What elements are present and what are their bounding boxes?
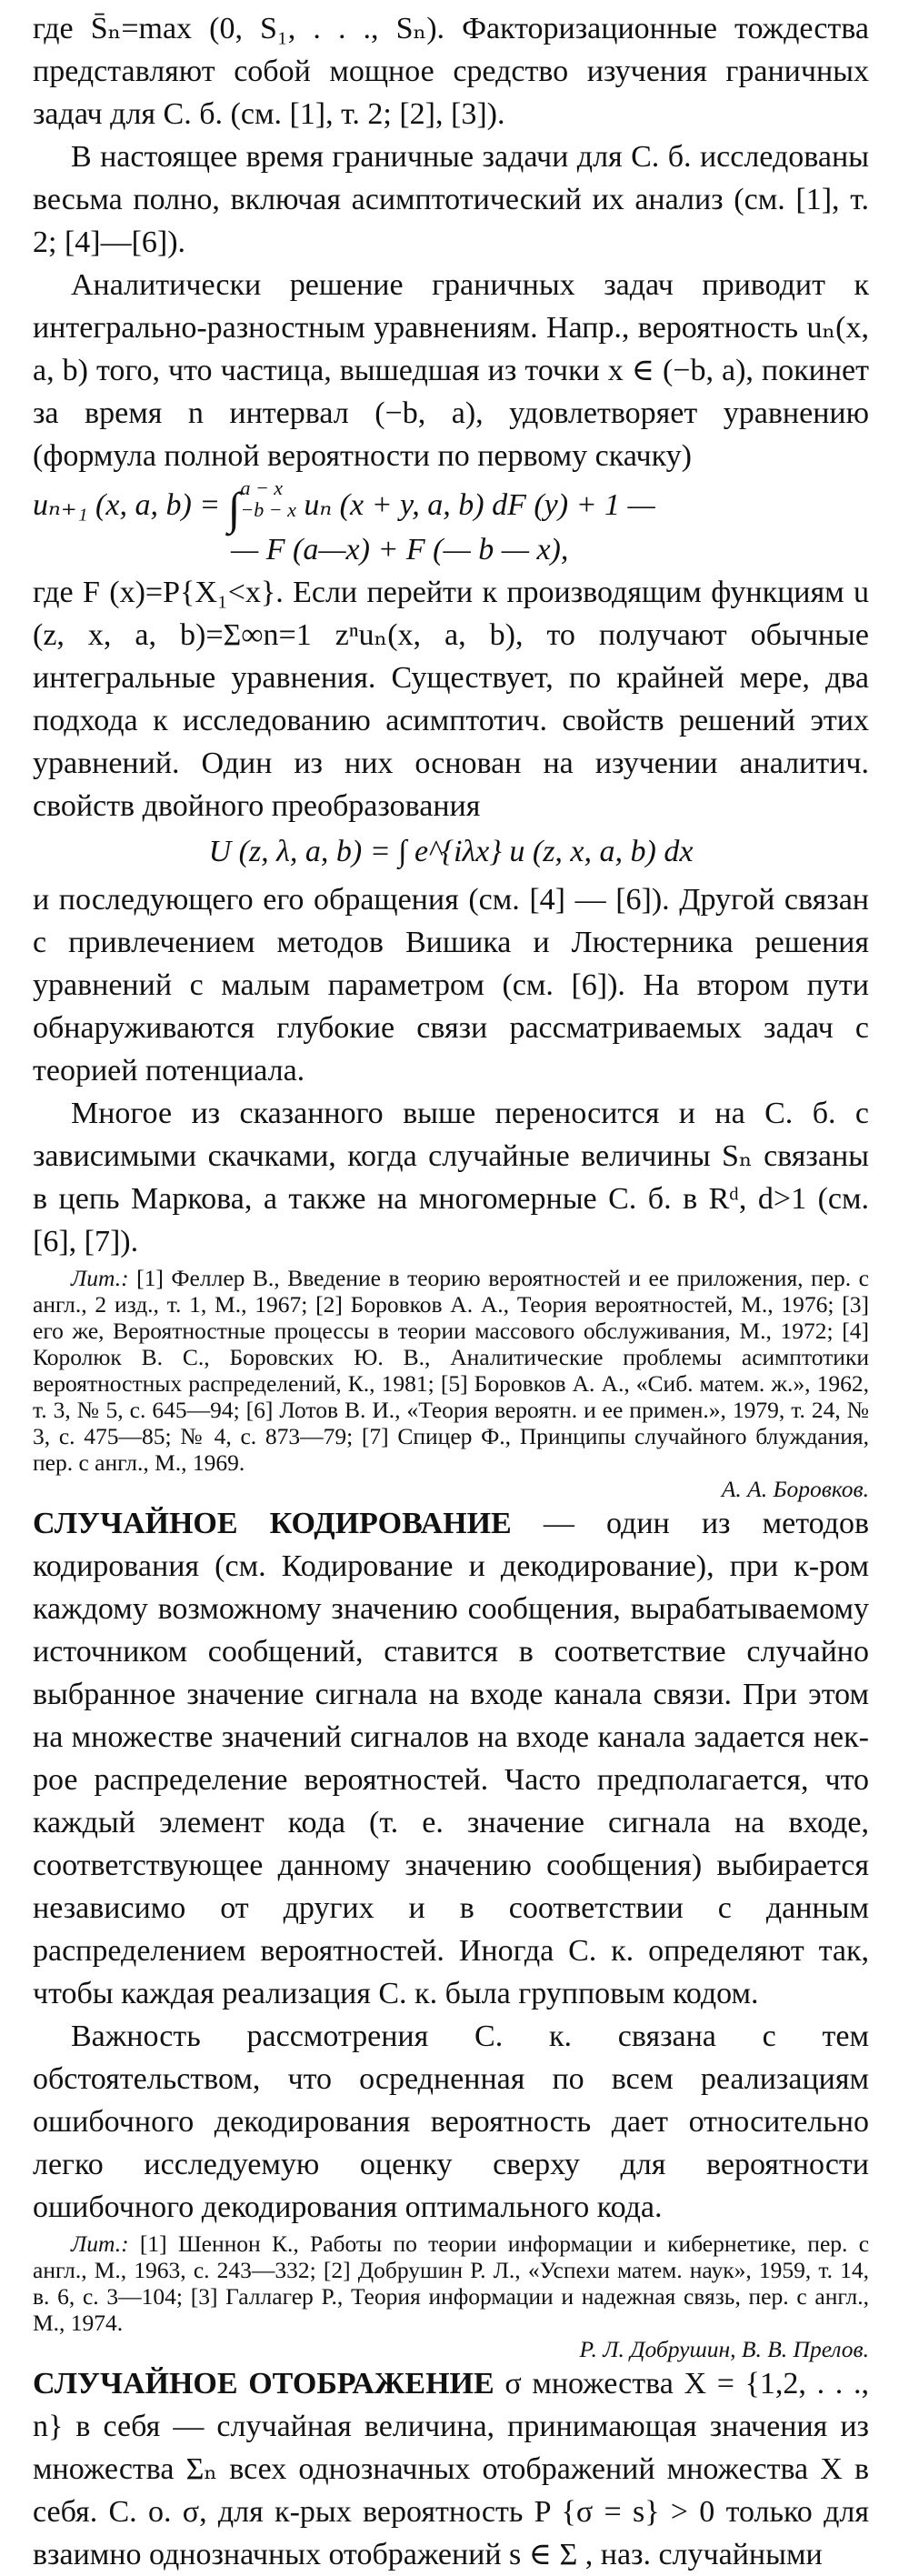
article-paragraph-1: σ множества X = {1,2, . . ., n} в себя — случайная величина, принимающая значения из множества Σₙ всех однозначных отображений множества X в себя. С. о. σ, для к-рых вероятность P {σ = s} > 0 только для взаимно однозначных отображений s ∈ Σ , наз. случайными bbox=[33, 2367, 869, 2571]
paragraph-4: и последующего его обращения (см. [4] — [6]). Другой связан с привлечением методов Вишика и Люстерника решения уравнений с малым параметром (см. [6]). На втором пути обнаруживаются глубокие связи рассматриваемых задач с теорией потенциала. bbox=[33, 883, 869, 1088]
references-text: [1] Шеннон К., Работы по теории информации и кибернетике, пер. с англ., М., 1963, с. 243—332; [2] Добрушин Р. Л., «Успехи матем. наук», 1959, т. 14, в. 6, с. 3—104; [3] Галлагер Р., Теория информации и надежная связь, пер. с англ., М., 1974. bbox=[33, 2230, 870, 2336]
article-random-coding bbox=[33, 1502, 869, 2015]
article-paragraph-1: — один из методов кодирования (см. Кодирование и декодирование), при к-ром каждому возможному значению сообщения, вырабатываемому источником сообщений, ставится в соответствие случайно выбранное значение сигнала на входе канала связи. При этом на множестве значений сигналов на входе канала задается нек-рое распределение вероятностей. Часто предполагается, что каждый элемент кода (т. е. значение сигнала на входе, соответствующее данному значению сообщения) выбирается независимо от других и в соответствии с данным распределением вероятностей. Иногда С. к. определяют так, чтобы каждая реализация С. к. была групповым кодом. bbox=[33, 1507, 870, 2010]
article-paragraph-2: Важность рассмотрения С. к. связана с тем обстоятельством, что осредненная по всем реализациям ошибочного декодирования вероятность дает относительно легко исследуемую оценку сверху для вероятности ошибочного декодирования оптимального кода. bbox=[33, 2020, 869, 2224]
references-1 bbox=[33, 1265, 869, 1502]
integral-lower-limit: −b − x bbox=[240, 498, 296, 521]
article-title: СЛУЧАЙНОЕ ОТОБРАЖЕНИЕ bbox=[33, 2367, 494, 2401]
article-random-mapping bbox=[33, 2362, 869, 2576]
integral-sign-icon: ∫ bbox=[227, 483, 241, 534]
references-label: Лит.: bbox=[71, 1265, 129, 1291]
document-page bbox=[33, 7, 869, 2576]
paragraph-2: Аналитически решение граничных задач приводит к интегрально-разностным уравнениям. Напр., вероятность uₙ(x, a, b) того, что частица, вышедшая из точки x ∈ (−b, a), покинет за время n интервал (−b, a), удовлетворяет уравнению (формула полной вероятности по первому скачку) bbox=[33, 268, 869, 473]
formula-double-transform: U (z, λ, a, b) = ∫ e^{iλx} u (z, x, a, b) dx bbox=[208, 835, 694, 868]
integral-limits bbox=[240, 477, 295, 521]
formula-rhs: uₙ (x + y, a, b) dF (y) + 1 — bbox=[304, 488, 655, 522]
author-signature: А. А. Боровков. bbox=[721, 1476, 869, 1502]
references-text: [1] Феллер В., Введение в теорию вероятностей и ее приложения, пер. с англ., 2 изд., т. 1, М., 1967; [2] Боровков А. А., Теория вероятностей, М., 1976; [3] его же, Вероятностные процессы в теории массового обслуживания, М., 1972; [4] Королюк В. С., Боровских Ю. В., Аналитические проблемы асимптотики вероятностных распределений, К., 1981; [5] Боровков А. А., «Сиб. матем. ж.», 1962, т. 3, № 5, с. 645—94; [6] Лотов В. И., «Теория вероятн. и ее примен.», 1979, т. 24, № 3, с. 475—85; № 4, с. 873—79; [7] Спицер Ф., Принципы случайного блуждания, пер. с англ., М., 1969. bbox=[33, 1265, 869, 1476]
formula-lhs: uₙ₊₁ (x, a, b) = bbox=[33, 488, 228, 522]
integral-upper-limit: a − x bbox=[240, 476, 284, 499]
paragraph-3: где F (x)=P{X₁<x}. Если перейти к производящим функциям u (z, x, a, b)=Σ∞n=1 zⁿuₙ(x, a, b), то получают обычные интегральные уравнения. Существует, по крайней мере, два подхода к исследованию асимптотич. свойств решений этих уравнений. Один из них основан на изучении аналитич. свойств двойного преобразования bbox=[33, 576, 869, 823]
paragraph-1: В настоящее время граничные задачи для С. б. исследованы весьма полно, включая асимптотический их анализ (см. [1], т. 2; [4]—[6]). bbox=[33, 140, 869, 259]
article-title: СЛУЧАЙНОЕ КОДИРОВАНИЕ bbox=[33, 1507, 512, 1540]
references-2 bbox=[33, 2230, 869, 2362]
author-signature: Р. Л. Добрушин, В. В. Прелов. bbox=[579, 2336, 869, 2362]
formula-recursion-line1 bbox=[33, 476, 869, 534]
formula-recursion-line2: — F (a—x) + F (— b — x), bbox=[231, 533, 569, 566]
references-label: Лит.: bbox=[71, 2230, 129, 2257]
paragraph-0: где S̄ₙ=max (0, S₁, . . ., Sₙ). Факторизационные тождества представляют собой мощное средство изучения граничных задач для С. б. (см. [1], т. 2; [2], [3]). bbox=[33, 12, 869, 131]
paragraph-5: Многое из сказанного выше переносится и на С. б. с зависимыми скачками, когда случайные величины Sₙ связаны в цепь Маркова, а также на многомерные С. б. в Rᵈ, d>1 (см. [6], [7]). bbox=[33, 1097, 869, 1258]
